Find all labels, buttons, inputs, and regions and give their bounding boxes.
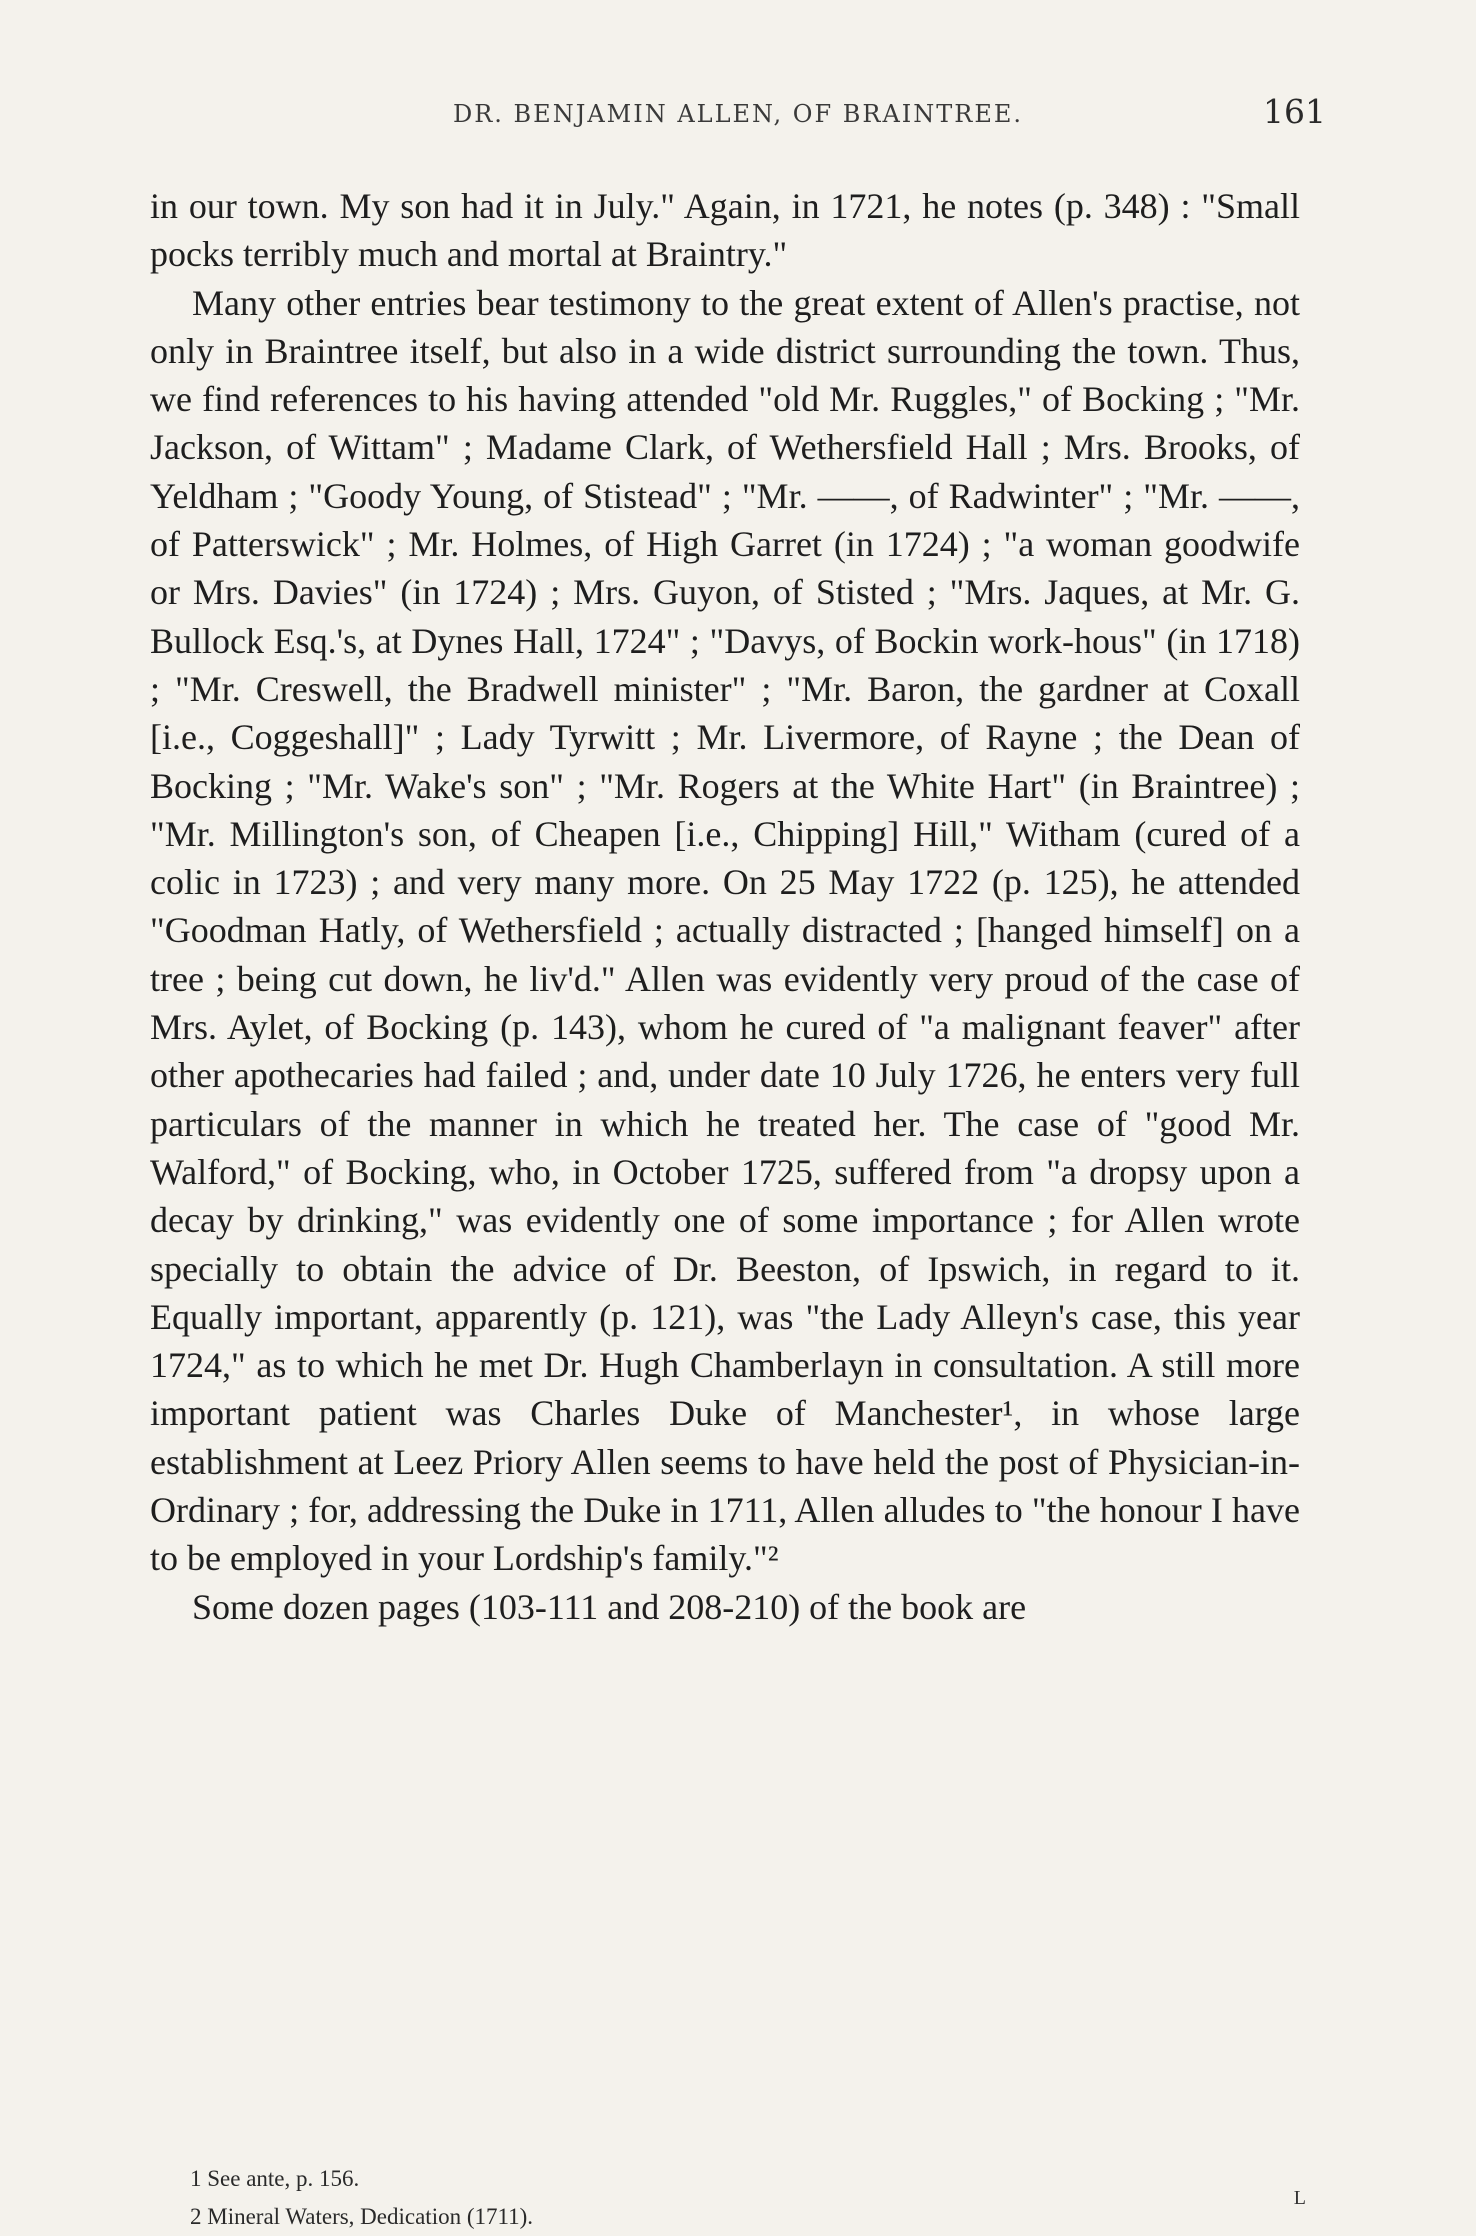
paragraph-practise: Many other entries bear testimony to the great extent of Allen's practise, not only in Braintree itself, but also in a wide district surrounding the town. Thus, we find references to his having attended "old Mr. Ruggles," of Bocking ; "Mr. Jackson, of Wittam" ; Madame Clark, of Wethersfield Hall ; Mrs. Brooks, of Yeldham ; "Goody Young, of Stistead" ; "Mr. ——, of Radwinter" ; "Mr. ——, of Patterswick" ; Mr. Holmes, of High Garret (in 1724) ; "a woman goodwife or Mrs. Davies" (in 1724) ; Mrs. Guyon, of Stisted ; "Mrs. Jaques, at Mr. G. Bullock Esq.'s, at Dynes Hall, 1724" ; "Davys, of Bockin work-hous" (in 1718) ; "Mr. Creswell, the Bradwell minister" ; "Mr. Baron, the gardner at Coxall [i.e., Coggeshall]" ; Lady Tyrwitt ; Mr. Livermore, of Rayne ; the Dean of Bocking ; "Mr. Wake's son" ; "Mr. Rogers at the White Hart" (in Braintree) ; "Mr. Millington's son, of Cheapen [i.e., Chipping] Hill," Witham (cured of a colic in 1723) ; and very many more. On 25 May 1722 (p. 125), he attended "Goodman Hatly, of Wethersfield ; actually distracted ; [hanged himself] on a tree ; being cut down, he liv'd." Allen was evidently very proud of the case of Mrs. Aylet, of Bocking (p. 143), whom he cured of "a malignant feaver" after other apothecaries had failed ; and, under date 10 July 1726, he enters very full particulars of the manner in which he treated her. The case of "good Mr. Walford," of Bocking, who, in October 1725, suffered from "a dropsy upon a decay by drinking," was evidently one of some importance ; for Allen wrote specially to obtain the advice of Dr. Beeston, of Ipswich, in regard to it. Equally important, apparently (p. 121), was "the Lady Alleyn's case, this year 1724," as to which he met Dr. Hugh Chamberlayn in consultation. A still more important patient was Charles Duke of Manchester¹, in whose large establishment at Leez Priory Allen seems to have held the post of Physician-in-Ordinary ; for, addressing the Duke in 1711, Allen alludes to "the honour I have to be employed in your Lordship's family."² <box>150 282 1300 1579</box>
page-number: 161 <box>1263 92 1326 131</box>
paragraph-pages: Some dozen pages (103-111 and 208-210) of the book are <box>192 1586 1027 1627</box>
footnote-2: 2 Mineral Waters, Dedication (1711). <box>190 2204 534 2229</box>
signature-mark: L <box>1293 2187 1306 2209</box>
footnote-1: 1 See ante, p. 156. <box>190 2166 360 2191</box>
running-head: DR. BENJAMIN ALLEN, OF BRAINTREE. <box>452 100 1024 128</box>
paragraph-continued: in our town. My son had it in July." Again, in 1721, he notes (p. 348) : "Small pocks terribly much and mortal at Braintry." <box>150 186 1300 275</box>
body-text <box>150 182 1300 1631</box>
footnotes <box>190 2160 1290 2236</box>
page-header <box>150 92 1326 142</box>
